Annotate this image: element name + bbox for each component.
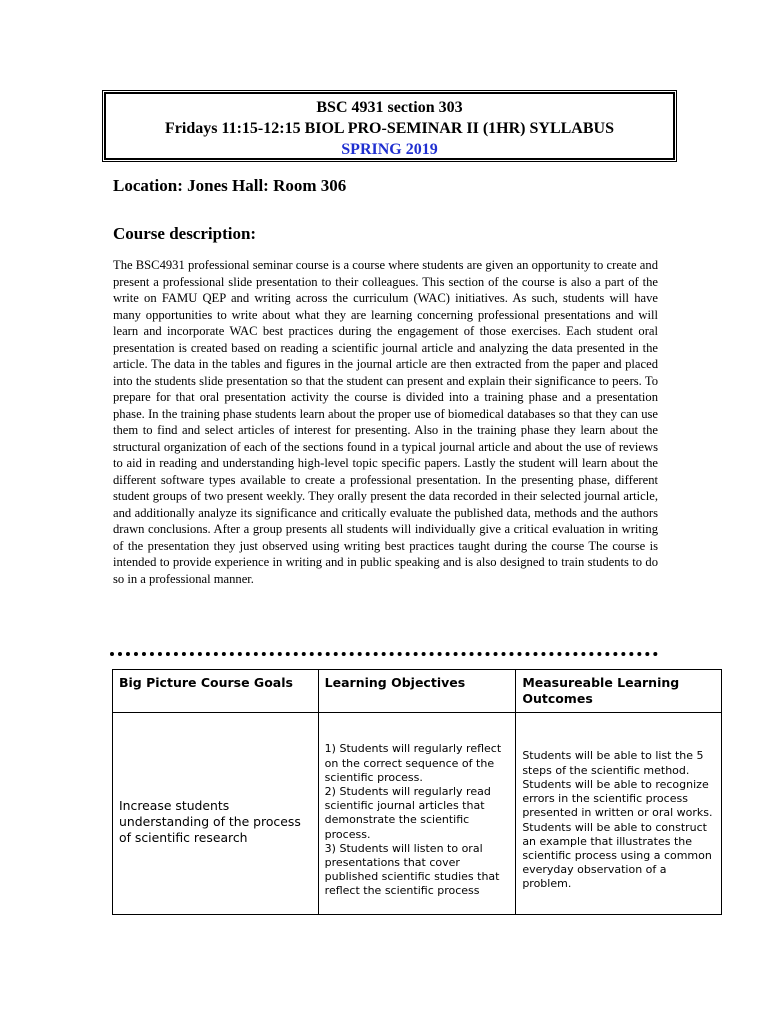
syllabus-title-box xyxy=(104,92,675,160)
course-goals-table xyxy=(112,669,722,915)
course-description-heading: Course description: xyxy=(113,224,257,243)
location-line: Location: Jones Hall: Room 306 xyxy=(113,176,347,195)
outcomes-text: Students will be able to list the 5 steps of the scientific method. Students will be able to recognize errors in the scientific process presented in written or oral works. Students will be able to construct an example that illustrates the scientific process using a common everyday observation of a problem. xyxy=(522,749,713,891)
course-schedule-title: Fridays 11:15-12:15 BIOL PRO-SEMINAR II (1HR) SYLLABUS xyxy=(165,120,614,137)
goal-cell xyxy=(113,713,319,915)
semester-label: SPRING 2019 xyxy=(341,141,438,158)
objective-item: 2) Students will regularly read scientific journal articles that demonstrate the scientific process. xyxy=(324,784,491,841)
goal-text: Increase students understanding of the process of scientific research xyxy=(119,797,301,845)
objectives-cell xyxy=(318,713,516,915)
objective-item: 1) Students will regularly reflect on the correct sequence of the scientific process. xyxy=(324,742,502,784)
header-goals: Big Picture Course Goals xyxy=(113,670,319,713)
course-description-text: The BSC4931 professional seminar course is a course where students are given an opportunity to create and present a professional slide presentation to their colleagues. This section of the course is also a part of the write on FAMU QEP and writing across the curriculum (WAC) initiatives. As such, students will have many opportunities to write about what they are learning concerning professional presentations and will learn and incorporate WAC best practices during the engagement of those exercises. Each student oral presentation is created based on reading a scientific journal article and analyzing the data presented in the article. The data in the tables and figures in the journal article are then extracted from the paper and placed into the students slide presentation so that the student can present and explain their significance to peers. To prepare for that oral presentation activity the course is divided into a training phase and a presentation phase. In the training phase students learn about the proper use of biomedical databases so that they can use them to find and select articles of interest for presenting. Also in the training phase they learn about the structural organization of each of the sections found in a typical journal article and about the use of reviews to aid in reading and understanding high-level topic specific papers. Lastly the student will learn about the different software types available to create a professional presentation. In the presenting phase, different student groups of two present weekly. They orally present the data recorded in their selected journal article, and additionally analyze its significance and critically evaluate the published data, methods and the authors drawn conclusions. After a group presents all students will individually give a critical evaluation in writing of the presentation they just observed using writing best practices taught during the course The course is intended to provide experience in writing and in public speaking and is also designed to train students to do so in a professional manner. xyxy=(113,258,658,586)
dotted-divider xyxy=(110,652,658,656)
objective-item: 3) Students will listen to oral presentations that cover published scientific studies that reflect the scientific process xyxy=(324,841,500,898)
header-outcomes: Measureable Learning Outcomes xyxy=(516,670,722,713)
course-code: BSC 4931 section 303 xyxy=(316,99,463,116)
outcomes-cell xyxy=(516,713,722,915)
header-objectives: Learning Objectives xyxy=(318,670,516,713)
table-row xyxy=(113,713,722,915)
table-header-row xyxy=(113,670,722,713)
